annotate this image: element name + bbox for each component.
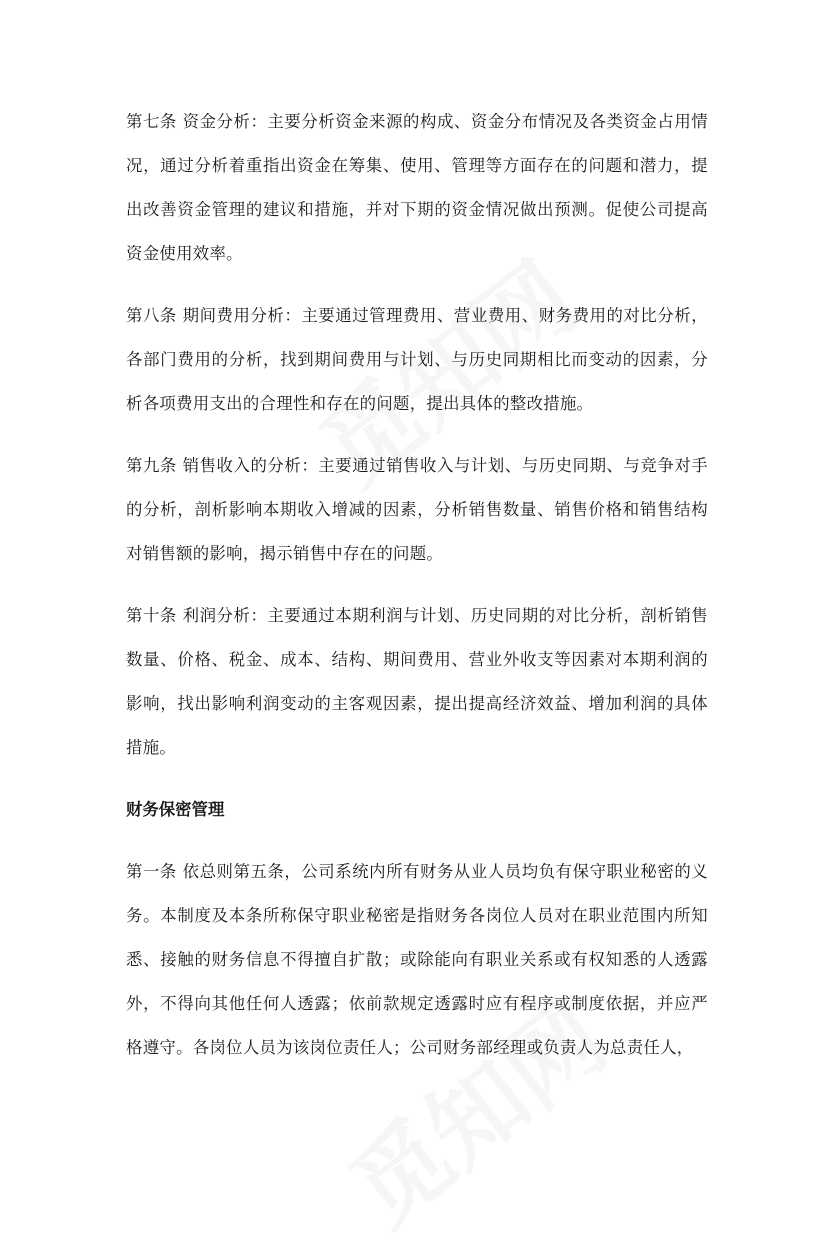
article-7-paragraph: 第七条 资金分析：主要分析资金来源的构成、资金分布情况及各类资金占用情况，通过分析着重指出资金在筹集、使用、管理等方面存在的问题和潜力，提出改善资金管理的建议和措施，并对下期的资金情况做出预测。促使公司提高资金使用效率。 [126, 112, 708, 263]
section-heading: 财务保密管理 [126, 800, 225, 819]
article-8-paragraph: 第八条 期间费用分析：主要通过管理费用、营业费用、财务费用的对比分析，各部门费用的分析，找到期间费用与计划、与历史同期相比而变动的因素，分析各项费用支出的合理性和存在的问题，提出具体的整改措施。 [126, 306, 708, 413]
article-10-paragraph: 第十条 利润分析：主要通过本期利润与计划、历史同期的对比分析，剖析销售数量、价格、税金、成本、结构、期间费用、营业外收支等因素对本期利润的影响，找出影响利润变动的主客观因素，提出提高经济效益、增加利润的具体措施。 [126, 606, 708, 757]
article-9-paragraph: 第九条 销售收入的分析：主要通过销售收入与计划、与历史同期、与竞争对手的分析，剖析影响本期收入增减的因素，分析销售数量、销售价格和销售结构对销售额的影响，揭示销售中存在的问题。 [126, 456, 708, 563]
confidentiality-article-1-paragraph: 第一条 依总则第五条，公司系统内所有财务从业人员均负有保守职业秘密的义务。本制度及本条所称保守职业秘密是指财务各岗位人员对在职业范围内所知悉、接触的财务信息不得擅自扩散；或除能向有职业关系或有权知悉的人透露外，不得向其他任何人透露；依前款规定透露时应有程序或制度依据，并应严格遵守。各岗位人员为该岗位责任人；公司财务部经理或负责人为总责任人， [126, 862, 708, 1057]
document-page [126, 100, 708, 1088]
